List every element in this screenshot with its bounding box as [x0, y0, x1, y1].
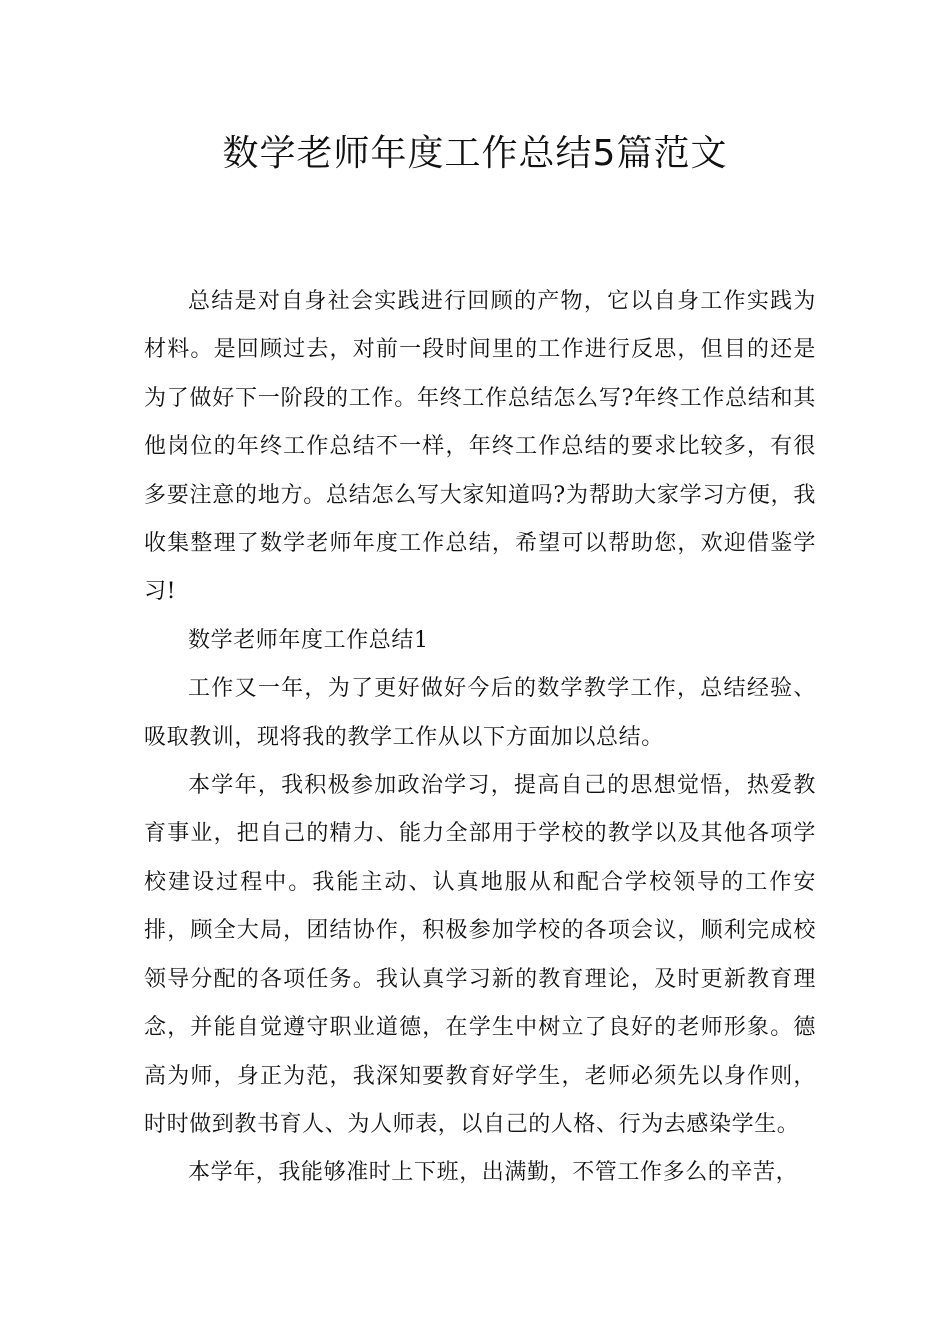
document-title: 数学老师年度工作总结5篇范文 — [222, 133, 728, 174]
body-paragraph-3: 本学年，我能够准时上下班，出满勤，不管工作多么的辛苦， — [188, 1160, 799, 1186]
section-heading: 数学老师年度工作总结1 — [188, 627, 429, 653]
document-body — [144, 278, 816, 1198]
body-paragraph-2: 本学年，我积极参加政治学习，提高自己的思想觉悟，热爱教育事业，把自己的精力、能力全部用于学校的教学以及其他各项学校建设过程中。我能主动、认真地服从和配合学校领导的工作安排，顾全大局，团结协作，积极参加学校的各项会议，顺利完成校领导分配的各项任务。我认真学习新的教育理论，及时更新教育理念，并能自觉遵守职业道德，在学生中树立了良好的老师形象。德高为师，身正为范，我深知要教育好学生，老师必须先以身作则，时时做到教书育人、为人师表，以自己的人格、行为去感染学生。 — [144, 773, 816, 1137]
body-paragraph-1: 工作又一年，为了更好做好今后的数学教学工作，总结经验、吸取教训，现将我的教学工作从以下方面加以总结。 — [144, 676, 816, 750]
intro-paragraph: 总结是对自身社会实践进行回顾的产物，它以自身工作实践为材料。是回顾过去，对前一段时间里的工作进行反思，但目的还是为了做好下一阶段的工作。年终工作总结怎么写?年终工作总结和其他岗位的年终工作总结不一样，年终工作总结的要求比较多，有很多要注意的地方。总结怎么写大家知道吗?为帮助大家学习方便，我收集整理了数学老师年度工作总结，希望可以帮助您，欢迎借鉴学习! — [144, 289, 816, 605]
